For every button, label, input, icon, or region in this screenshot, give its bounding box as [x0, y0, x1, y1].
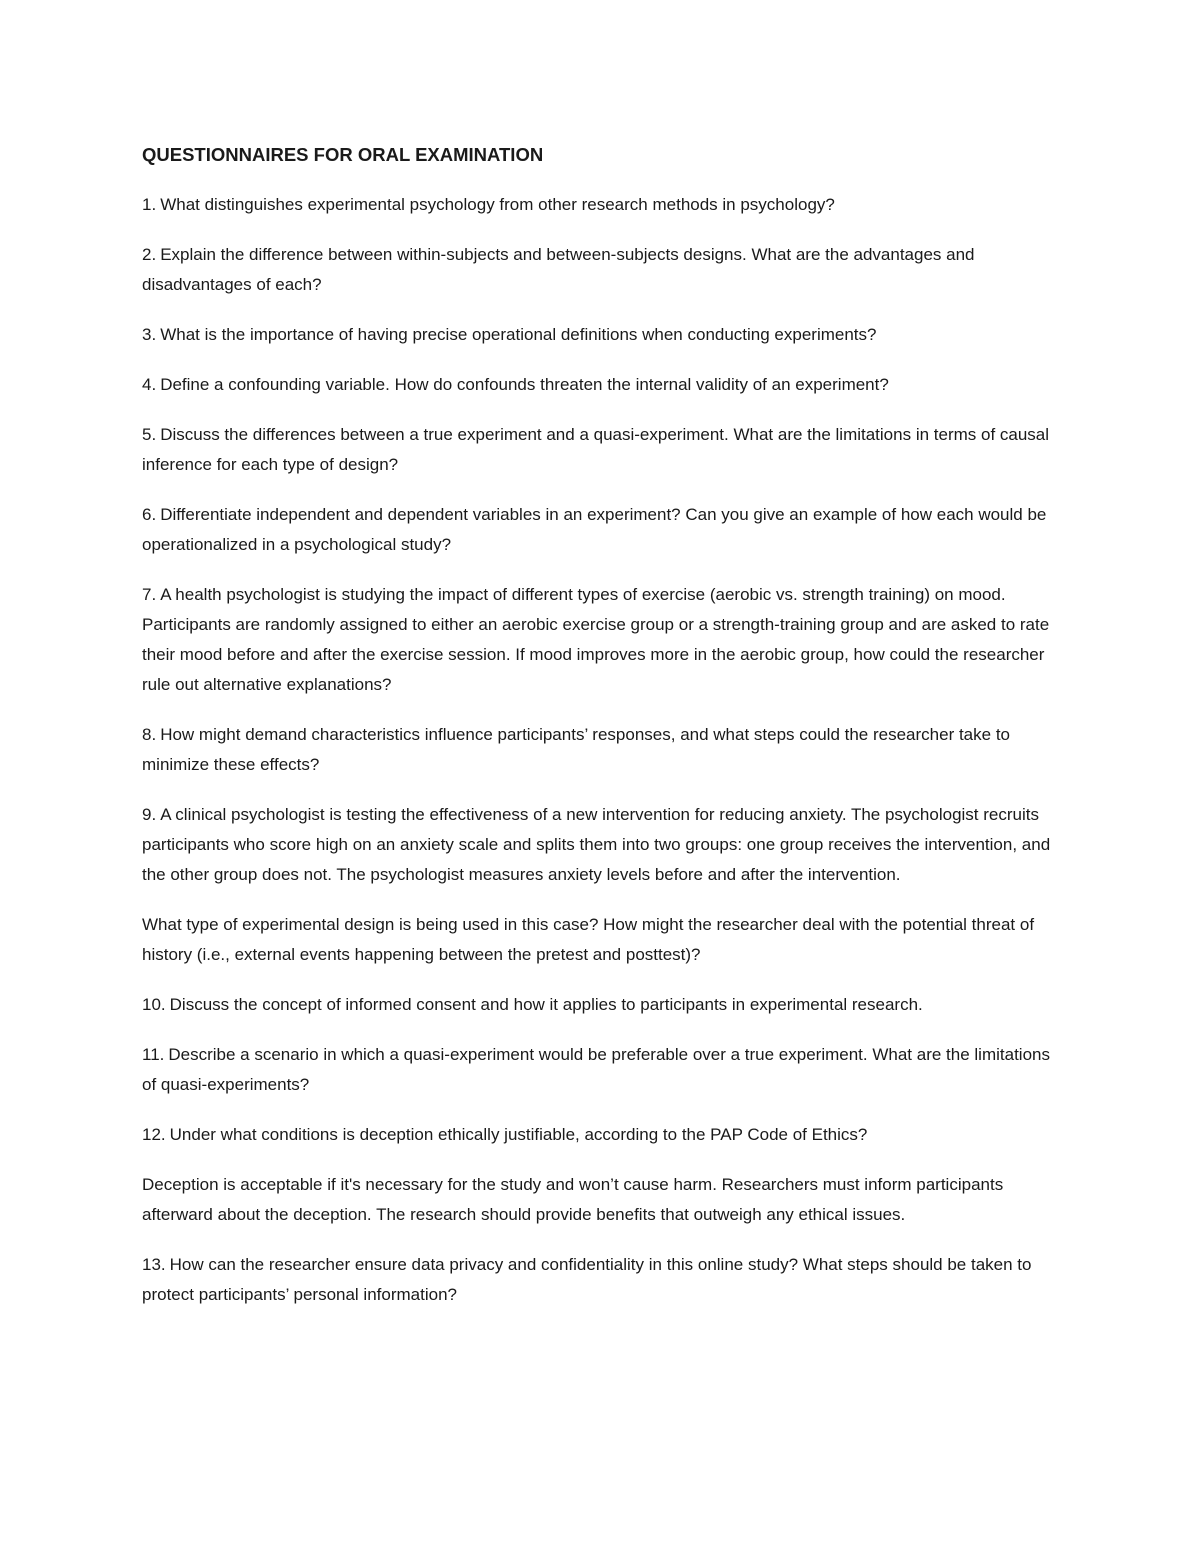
question-4: [142, 370, 1062, 400]
question-2: [142, 240, 1062, 300]
question-9-followup: [142, 910, 1062, 970]
question-number: 9.: [142, 805, 157, 824]
question-number: 8.: [142, 725, 157, 744]
question-text: Differentiate independent and dependent variables in an experiment? Can you give an example of how each would be operationalized in a psychological study?: [142, 505, 1047, 554]
question-text: Explain the difference between within-subjects and between-subjects designs. What are the advantages and disadvantages of each?: [142, 245, 975, 294]
question-number: 2.: [142, 245, 157, 264]
question-text: What is the importance of having precise operational definitions when conducting experiments?: [160, 325, 877, 344]
paragraph-text: What type of experimental design is being used in this case? How might the researcher deal with the potential threat of history (i.e., external events happening between the pretest and posttest)?: [142, 915, 1035, 964]
question-number: 3.: [142, 325, 157, 344]
paragraph-text: Deception is acceptable if it's necessary for the study and won’t cause harm. Researchers must inform participants afterward about the deception. The research should provide benefits that outweigh any ethical issues.: [142, 1175, 1004, 1224]
question-number: 4.: [142, 375, 157, 394]
question-1: [142, 190, 1062, 220]
question-text: Discuss the concept of informed consent and how it applies to participants in experimental research.: [169, 995, 923, 1014]
question-number: 1.: [142, 195, 157, 214]
question-text: Define a confounding variable. How do confounds threaten the internal validity of an experiment?: [160, 375, 889, 394]
question-text: How can the researcher ensure data privacy and confidentiality in this online study? What steps should be taken to protect participants’ personal information?: [142, 1255, 1032, 1304]
question-8: [142, 720, 1062, 780]
question-text: A clinical psychologist is testing the effectiveness of a new intervention for reducing anxiety. The psychologist recruits participants who score high on an anxiety scale and splits them into two groups: one group receives the intervention, and the other group does not. The psychologist measures anxiety levels before and after the intervention.: [142, 805, 1051, 884]
question-number: 12.: [142, 1125, 166, 1144]
question-text: A health psychologist is studying the impact of different types of exercise (aerobic vs. strength training) on mood. Participants are randomly assigned to either an aerobic exercise group or a strength-training group and are asked to rate their mood before and after the exercise session. If mood improves more in the aerobic group, how could the researcher rule out alternative explanations?: [142, 585, 1050, 694]
document-title: QUESTIONNAIRES FOR ORAL EXAMINATION: [142, 144, 544, 165]
question-text: What distinguishes experimental psychology from other research methods in psychology?: [160, 195, 835, 214]
question-12: [142, 1120, 1062, 1150]
question-11: [142, 1040, 1062, 1100]
question-number: 6.: [142, 505, 157, 524]
question-6: [142, 500, 1062, 560]
question-13: [142, 1250, 1062, 1310]
question-7: [142, 580, 1062, 700]
question-10: [142, 990, 1062, 1020]
question-number: 11.: [142, 1045, 165, 1064]
question-5: [142, 420, 1062, 480]
question-number: 10.: [142, 995, 166, 1014]
question-9: [142, 800, 1062, 890]
question-number: 7.: [142, 585, 157, 604]
question-text: Under what conditions is deception ethically justifiable, according to the PAP Code of Ethics?: [169, 1125, 868, 1144]
question-number: 5.: [142, 425, 157, 444]
question-3: [142, 320, 1062, 350]
question-text: Describe a scenario in which a quasi-experiment would be preferable over a true experiment. What are the limitations of quasi-experiments?: [142, 1045, 1050, 1094]
question-12-answer: [142, 1170, 1062, 1230]
document-body: [142, 140, 1062, 1330]
question-text: How might demand characteristics influence participants’ responses, and what steps could the researcher take to minimize these effects?: [142, 725, 1010, 774]
question-text: Discuss the differences between a true experiment and a quasi-experiment. What are the limitations in terms of causal inference for each type of design?: [142, 425, 1050, 474]
question-number: 13.: [142, 1255, 166, 1274]
